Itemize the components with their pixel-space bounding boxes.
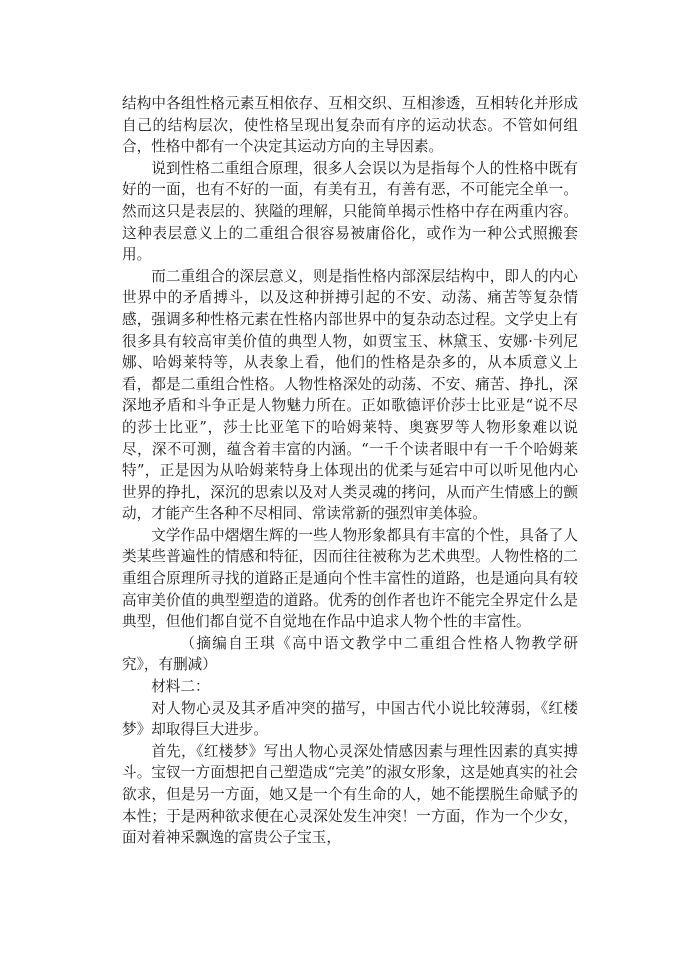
paragraph-2: 说到性格二重组合原理，很多人会误以为是指每个人的性格中既有好的一面，也有不好的一面，有美有丑，有善有恶，不可能完全单一。然而这只是表层的、狭隘的理解，只能简单揭示性格中存在两重内容。这种表层意义上的二重组合很容易被庸俗化，或作为一种公式照搬套用。	[122, 159, 578, 264]
source-citation: （摘编自王琪《高中语文教学中二重组合性格人物教学研究》，有删减）	[122, 634, 578, 674]
paragraph-3: 而二重组合的深层意义，则是指性格内部深层结构中，即人的内心世界中的矛盾搏斗，以及这种拼搏引起的不安、动荡、痛苦等复杂情感，强调多种性格元素在性格内部世界中的复杂动态过程。文学史上有很多具有较高审美价值的典型人物，如贾宝玉、林黛玉、安娜·卡列尼娜、哈姆莱特等，从表象上看，他们的性格是杂多的，从本质意义上看，都是二重组合性格。人物性格深处的动荡、不安、痛苦、挣扎，深深地矛盾和斗争正是人物魅力所在。正如歌德评价莎士比亚是“说不尽的莎士比亚”，莎士比亚笔下的哈姆莱特、奥赛罗等人物形象难以说尽，深不可测，蕴含着丰富的内涵。“一千个读者眼中有一千个哈姆莱特”，正是因为从哈姆莱特身上体现出的优柔与延宕中可以听见他内心世界的挣扎，深沉的思索以及对人类灵魂的拷问，从而产生情感上的颤动，才能产生各种不尽相同、常读常新的强烈审美体验。	[122, 267, 578, 523]
paragraph-1: 结构中各组性格元素互相依存、互相交织、互相渗透，互相转化并形成自己的结构层次，使性格呈现出复杂而有序的运动状态。不管如何组合，性格中都有一个决定其运动方向的主导因素。	[122, 95, 578, 156]
paragraph-4: 文学作品中熠熠生辉的一些人物形象都具有丰富的个性，具备了人类某些普遍性的情感和特征，因而往往被称为艺术典型。人物性格的二重组合原理所寻找的道路正是通向个性丰富性的道路，也是通向具有较高审美价值的典型塑造的道路。优秀的创作者也许不能完全界定什么是典型，但他们都自觉不自觉地在作品中追求人物个性的丰富性。	[122, 526, 578, 631]
paragraph-5: 对人物心灵及其矛盾冲突的描写，中国古代小说比较薄弱，《红楼梦》却取得巨大进步。	[122, 699, 578, 739]
document-body	[122, 93, 578, 849]
section-heading-material-2: 材料二：	[151, 678, 210, 696]
paragraph-6: 首先，《红楼梦》写出人物心灵深处情感因素与理性因素的真实搏斗。宝钗一方面想把自己塑造成“完美”的淑女形象，这是她真实的社会欲求，但是另一方面，她又是一个有生命的人，她不能摆脱生命赋予的本性；于是两种欲求便在心灵深处发生冲突！一方面，作为一个少女，面对着神采飘逸的富贵公子宝玉，	[122, 742, 578, 847]
